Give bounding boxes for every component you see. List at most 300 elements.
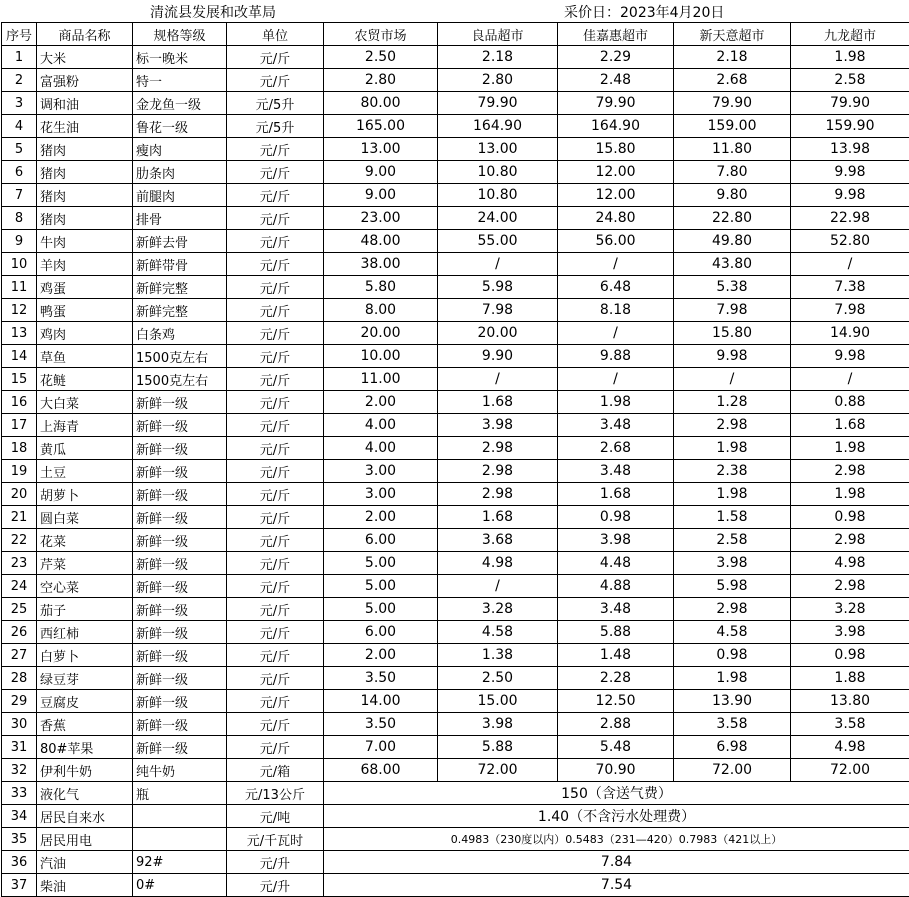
price-unit: 元/斤 [227, 368, 324, 391]
price-table [1, 22, 909, 897]
price-unit: 元/斤 [227, 621, 324, 644]
price-cell: / [558, 322, 674, 345]
price-cell: 2.00 [324, 506, 438, 529]
product-name: 居民用电 [37, 828, 133, 851]
row-number: 31 [2, 736, 37, 759]
price-cell: / [438, 253, 558, 276]
table-row [2, 736, 909, 759]
table-row [2, 460, 909, 483]
price-cell: 1.98 [791, 437, 909, 460]
price-cell: 2.98 [438, 460, 558, 483]
price-cell: 2.38 [674, 460, 791, 483]
price-cell: 2.80 [438, 69, 558, 92]
col-header-jiajiahui: 佳嘉惠超市 [558, 23, 674, 46]
product-spec [133, 805, 227, 828]
price-cell: 12.50 [558, 690, 674, 713]
price-cell: 9.00 [324, 184, 438, 207]
product-spec: 特一 [133, 69, 227, 92]
product-spec: 肋条肉 [133, 161, 227, 184]
price-cell: 1.98 [558, 391, 674, 414]
merged-price-cell: 1.40（不含污水处理费） [324, 805, 909, 828]
product-spec: 新鲜一级 [133, 437, 227, 460]
price-cell: 2.50 [438, 667, 558, 690]
price-cell: 2.98 [791, 460, 909, 483]
price-cell: 165.00 [324, 115, 438, 138]
price-cell: 49.80 [674, 230, 791, 253]
table-row [2, 575, 909, 598]
product-name: 牛肉 [37, 230, 133, 253]
table-row [2, 851, 909, 874]
row-number: 14 [2, 345, 37, 368]
price-cell: 14.00 [324, 690, 438, 713]
price-unit: 元/斤 [227, 736, 324, 759]
price-cell: 2.68 [674, 69, 791, 92]
price-cell: 20.00 [438, 322, 558, 345]
product-spec [133, 828, 227, 851]
row-number: 34 [2, 805, 37, 828]
price-cell: 3.98 [438, 713, 558, 736]
product-spec: 新鲜一级 [133, 736, 227, 759]
price-cell: 3.50 [324, 667, 438, 690]
price-unit: 元/斤 [227, 690, 324, 713]
product-name: 大米 [37, 46, 133, 69]
row-number: 30 [2, 713, 37, 736]
table-row [2, 690, 909, 713]
table-row [2, 161, 909, 184]
price-cell: 6.00 [324, 529, 438, 552]
product-name: 80#苹果 [37, 736, 133, 759]
price-cell: 1.68 [438, 391, 558, 414]
price-cell: / [438, 575, 558, 598]
product-spec: 新鲜一级 [133, 552, 227, 575]
price-unit: 元/斤 [227, 414, 324, 437]
price-cell: 4.98 [791, 736, 909, 759]
row-number: 19 [2, 460, 37, 483]
product-spec: 1500克左右 [133, 368, 227, 391]
price-cell: 3.50 [324, 713, 438, 736]
price-cell: 43.80 [674, 253, 791, 276]
price-cell: 5.80 [324, 276, 438, 299]
price-cell: 3.48 [558, 598, 674, 621]
product-spec: 新鲜一级 [133, 529, 227, 552]
price-unit: 元/升 [227, 851, 324, 874]
price-cell: 1.98 [674, 483, 791, 506]
product-spec: 新鲜一级 [133, 506, 227, 529]
price-unit: 元/斤 [227, 552, 324, 575]
price-cell: 5.98 [438, 276, 558, 299]
product-name: 汽油 [37, 851, 133, 874]
table-row [2, 322, 909, 345]
price-cell: 8.18 [558, 299, 674, 322]
price-unit: 元/斤 [227, 322, 324, 345]
price-cell: 13.90 [674, 690, 791, 713]
product-name: 胡萝卜 [37, 483, 133, 506]
product-spec: 新鲜一级 [133, 575, 227, 598]
table-row [2, 874, 909, 897]
price-cell: 5.98 [674, 575, 791, 598]
table-row [2, 828, 909, 851]
price-cell: 3.00 [324, 483, 438, 506]
price-cell: 2.80 [324, 69, 438, 92]
price-cell: 3.48 [558, 414, 674, 437]
price-cell: 70.90 [558, 759, 674, 782]
table-row [2, 483, 909, 506]
product-spec: 纯牛奶 [133, 759, 227, 782]
product-name: 猪肉 [37, 161, 133, 184]
table-row [2, 138, 909, 161]
price-cell: 2.98 [674, 414, 791, 437]
table-row [2, 805, 909, 828]
price-collection-date: 采价日：2023年4月20日 [564, 5, 725, 21]
price-cell: 7.98 [674, 299, 791, 322]
product-name: 大白菜 [37, 391, 133, 414]
price-cell: 3.48 [558, 460, 674, 483]
price-cell: 4.58 [438, 621, 558, 644]
price-cell: 2.00 [324, 391, 438, 414]
price-cell: 0.98 [674, 644, 791, 667]
price-cell: 5.48 [558, 736, 674, 759]
price-cell: 9.98 [791, 345, 909, 368]
table-row [2, 184, 909, 207]
price-unit: 元/斤 [227, 598, 324, 621]
product-name: 花生油 [37, 115, 133, 138]
price-cell: 48.00 [324, 230, 438, 253]
price-cell: 9.98 [791, 184, 909, 207]
col-header-unit: 单位 [227, 23, 324, 46]
price-unit: 元/斤 [227, 644, 324, 667]
price-cell: 6.48 [558, 276, 674, 299]
product-spec: 瘦肉 [133, 138, 227, 161]
price-cell: 3.68 [438, 529, 558, 552]
table-row [2, 598, 909, 621]
product-spec: 新鲜一级 [133, 667, 227, 690]
product-spec: 新鲜一级 [133, 483, 227, 506]
product-name: 猪肉 [37, 207, 133, 230]
table-row [2, 391, 909, 414]
price-unit: 元/斤 [227, 69, 324, 92]
price-cell: 52.80 [791, 230, 909, 253]
row-number: 17 [2, 414, 37, 437]
product-name: 猪肉 [37, 184, 133, 207]
price-cell: 7.98 [438, 299, 558, 322]
price-cell: 7.38 [791, 276, 909, 299]
product-spec: 新鲜去骨 [133, 230, 227, 253]
product-name: 鸡肉 [37, 322, 133, 345]
price-unit: 元/斤 [227, 667, 324, 690]
row-number: 26 [2, 621, 37, 644]
product-name: 上海青 [37, 414, 133, 437]
merged-price-cell: 7.54 [324, 874, 909, 897]
product-name: 花菜 [37, 529, 133, 552]
table-row [2, 92, 909, 115]
row-number: 10 [2, 253, 37, 276]
product-spec: 1500克左右 [133, 345, 227, 368]
price-cell: 2.29 [558, 46, 674, 69]
price-cell: 20.00 [324, 322, 438, 345]
col-header-market: 农贸市场 [324, 23, 438, 46]
row-number: 33 [2, 782, 37, 805]
price-cell: 2.88 [558, 713, 674, 736]
price-cell: 2.18 [438, 46, 558, 69]
table-body [2, 46, 909, 897]
product-spec: 白条鸡 [133, 322, 227, 345]
price-cell: 80.00 [324, 92, 438, 115]
table-row [2, 253, 909, 276]
price-cell: 2.18 [674, 46, 791, 69]
price-cell: / [791, 253, 909, 276]
price-unit: 元/斤 [227, 460, 324, 483]
price-cell: 164.90 [558, 115, 674, 138]
product-name: 伊利牛奶 [37, 759, 133, 782]
product-spec: 新鲜一级 [133, 644, 227, 667]
product-name: 芹菜 [37, 552, 133, 575]
col-header-no: 序号 [2, 23, 37, 46]
price-cell: 2.00 [324, 644, 438, 667]
table-row [2, 759, 909, 782]
price-unit: 元/斤 [227, 253, 324, 276]
price-cell: 3.98 [558, 529, 674, 552]
price-cell: 2.48 [558, 69, 674, 92]
price-cell: 79.90 [438, 92, 558, 115]
price-cell: 1.28 [674, 391, 791, 414]
price-cell: 68.00 [324, 759, 438, 782]
table-row [2, 115, 909, 138]
row-number: 22 [2, 529, 37, 552]
table-row [2, 414, 909, 437]
price-cell: 0.88 [791, 391, 909, 414]
product-name: 花鲢 [37, 368, 133, 391]
price-cell: 3.28 [438, 598, 558, 621]
price-cell: 0.98 [558, 506, 674, 529]
product-name: 草鱼 [37, 345, 133, 368]
table-row [2, 782, 909, 805]
table-row [2, 713, 909, 736]
col-header-xintianyi: 新天意超市 [674, 23, 791, 46]
product-spec: 新鲜一级 [133, 460, 227, 483]
table-row [2, 621, 909, 644]
price-cell: 12.00 [558, 184, 674, 207]
price-cell: 2.98 [438, 437, 558, 460]
product-name: 鸡蛋 [37, 276, 133, 299]
col-header-jiulong: 九龙超市 [791, 23, 909, 46]
product-spec: 新鲜一级 [133, 598, 227, 621]
product-spec: 金龙鱼一级 [133, 92, 227, 115]
price-cell: 10.00 [324, 345, 438, 368]
price-cell: 79.90 [791, 92, 909, 115]
price-cell: 3.98 [674, 552, 791, 575]
price-cell: 22.98 [791, 207, 909, 230]
product-spec: 瓶 [133, 782, 227, 805]
price-cell: 15.00 [438, 690, 558, 713]
price-cell: 4.98 [438, 552, 558, 575]
price-unit: 元/斤 [227, 299, 324, 322]
price-unit: 元/斤 [227, 46, 324, 69]
row-number: 16 [2, 391, 37, 414]
price-unit: 元/斤 [227, 575, 324, 598]
row-number: 3 [2, 92, 37, 115]
product-name: 西红柿 [37, 621, 133, 644]
price-cell: 4.98 [791, 552, 909, 575]
product-spec: 新鲜完整 [133, 276, 227, 299]
price-cell: 2.28 [558, 667, 674, 690]
price-cell: 3.28 [791, 598, 909, 621]
table-row [2, 46, 909, 69]
product-name: 圆白菜 [37, 506, 133, 529]
row-number: 2 [2, 69, 37, 92]
product-spec: 新鲜一级 [133, 621, 227, 644]
product-name: 空心菜 [37, 575, 133, 598]
table-row [2, 299, 909, 322]
price-cell: 24.00 [438, 207, 558, 230]
price-cell: / [674, 368, 791, 391]
price-cell: 3.58 [674, 713, 791, 736]
price-cell: 9.88 [558, 345, 674, 368]
product-spec: 鲁花一级 [133, 115, 227, 138]
price-cell: 8.00 [324, 299, 438, 322]
merged-price-cell: 7.84 [324, 851, 909, 874]
price-unit: 元/箱 [227, 759, 324, 782]
row-number: 8 [2, 207, 37, 230]
price-cell: 38.00 [324, 253, 438, 276]
price-unit: 元/斤 [227, 138, 324, 161]
price-cell: 1.68 [438, 506, 558, 529]
table-row [2, 667, 909, 690]
price-cell: 56.00 [558, 230, 674, 253]
product-name: 土豆 [37, 460, 133, 483]
price-cell: / [791, 368, 909, 391]
price-cell: 6.00 [324, 621, 438, 644]
price-cell: 5.38 [674, 276, 791, 299]
price-cell: 72.00 [674, 759, 791, 782]
price-unit: 元/斤 [227, 207, 324, 230]
row-number: 20 [2, 483, 37, 506]
row-number: 5 [2, 138, 37, 161]
price-unit: 元/斤 [227, 437, 324, 460]
row-number: 6 [2, 161, 37, 184]
merged-price-cell: 150（含送气费） [324, 782, 909, 805]
price-unit: 元/5升 [227, 115, 324, 138]
col-header-spec: 规格等级 [133, 23, 227, 46]
price-cell: 9.00 [324, 161, 438, 184]
product-spec: 标一晚米 [133, 46, 227, 69]
price-unit: 元/斤 [227, 345, 324, 368]
price-unit: 元/升 [227, 874, 324, 897]
price-cell: 15.80 [558, 138, 674, 161]
price-unit: 元/13公斤 [227, 782, 324, 805]
price-cell: 2.50 [324, 46, 438, 69]
price-cell: 7.80 [674, 161, 791, 184]
product-name: 液化气 [37, 782, 133, 805]
table-row [2, 552, 909, 575]
price-cell: 4.58 [674, 621, 791, 644]
product-spec: 新鲜一级 [133, 690, 227, 713]
price-cell: 79.90 [558, 92, 674, 115]
issuing-organization: 清流县发展和改革局 [150, 5, 276, 21]
row-number: 23 [2, 552, 37, 575]
price-cell: 9.98 [791, 161, 909, 184]
price-cell: 72.00 [791, 759, 909, 782]
price-cell: 1.38 [438, 644, 558, 667]
product-name: 茄子 [37, 598, 133, 621]
price-cell: 1.68 [791, 414, 909, 437]
price-cell: 159.90 [791, 115, 909, 138]
price-cell: 3.00 [324, 460, 438, 483]
price-unit: 元/斤 [227, 506, 324, 529]
merged-price-cell: 0.4983（230度以内）0.5483（231—420）0.7983（421以上） [324, 828, 909, 851]
price-cell: 1.98 [791, 483, 909, 506]
table-row [2, 437, 909, 460]
table-header-row [2, 23, 909, 46]
price-cell: 0.98 [791, 644, 909, 667]
col-header-name: 商品名称 [37, 23, 133, 46]
row-number: 36 [2, 851, 37, 874]
product-name: 调和油 [37, 92, 133, 115]
row-number: 21 [2, 506, 37, 529]
price-cell: 1.98 [791, 46, 909, 69]
price-unit: 元/斤 [227, 161, 324, 184]
table-row [2, 345, 909, 368]
row-number: 12 [2, 299, 37, 322]
price-cell: 1.88 [791, 667, 909, 690]
price-cell: 2.98 [791, 575, 909, 598]
product-spec: 排骨 [133, 207, 227, 230]
price-unit: 元/吨 [227, 805, 324, 828]
price-cell: 159.00 [674, 115, 791, 138]
price-unit: 元/斤 [227, 276, 324, 299]
price-cell: 3.58 [791, 713, 909, 736]
price-unit: 元/5升 [227, 92, 324, 115]
price-cell: 11.80 [674, 138, 791, 161]
price-cell: 79.90 [674, 92, 791, 115]
product-spec: 新鲜带骨 [133, 253, 227, 276]
product-spec: 92# [133, 851, 227, 874]
row-number: 37 [2, 874, 37, 897]
price-unit: 元/斤 [227, 184, 324, 207]
price-cell: 2.58 [674, 529, 791, 552]
product-spec: 新鲜一级 [133, 414, 227, 437]
price-cell: / [438, 368, 558, 391]
price-cell: 13.98 [791, 138, 909, 161]
product-spec: 新鲜一级 [133, 713, 227, 736]
table-row [2, 644, 909, 667]
product-name: 豆腐皮 [37, 690, 133, 713]
row-number: 18 [2, 437, 37, 460]
row-number: 13 [2, 322, 37, 345]
row-number: 11 [2, 276, 37, 299]
price-cell: 1.98 [674, 667, 791, 690]
price-cell: 5.88 [438, 736, 558, 759]
product-name: 白萝卜 [37, 644, 133, 667]
report-header [0, 0, 909, 22]
price-unit: 元/斤 [227, 713, 324, 736]
row-number: 35 [2, 828, 37, 851]
price-unit: 元/斤 [227, 391, 324, 414]
table-row [2, 230, 909, 253]
row-number: 27 [2, 644, 37, 667]
product-spec: 新鲜完整 [133, 299, 227, 322]
price-cell: / [558, 253, 674, 276]
price-cell: 4.00 [324, 437, 438, 460]
price-cell: 2.58 [791, 69, 909, 92]
price-cell: 6.98 [674, 736, 791, 759]
product-name: 富强粉 [37, 69, 133, 92]
price-cell: 15.80 [674, 322, 791, 345]
price-cell: 11.00 [324, 368, 438, 391]
product-spec: 前腿肉 [133, 184, 227, 207]
price-cell: / [558, 368, 674, 391]
row-number: 28 [2, 667, 37, 690]
row-number: 7 [2, 184, 37, 207]
